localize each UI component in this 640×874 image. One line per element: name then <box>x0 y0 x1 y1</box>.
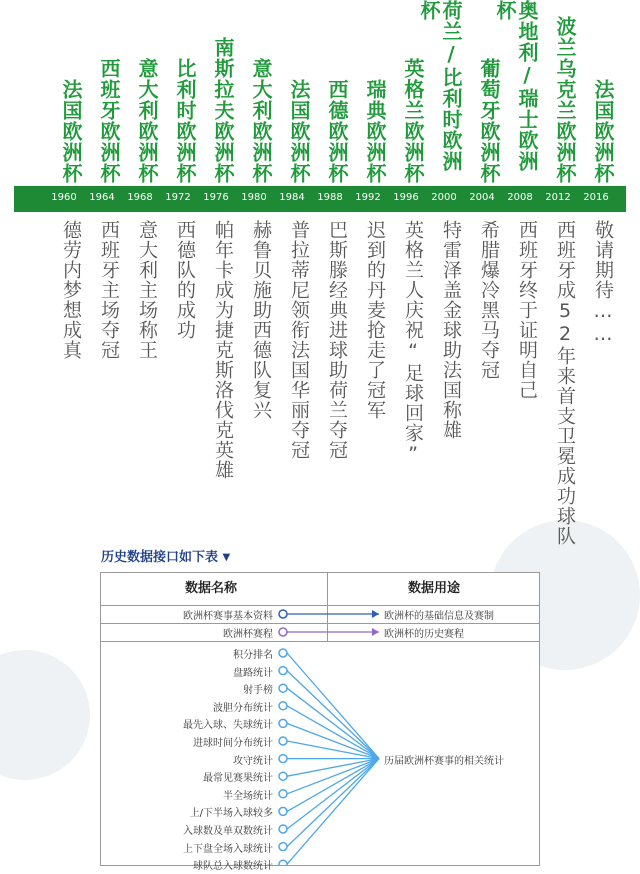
edition-summary: 西班牙成52年来首支卫冕成功球队 <box>554 220 576 546</box>
stat-name-label: 入球数及单双数统计 <box>183 826 273 837</box>
timeline-year: 1980 <box>241 192 267 203</box>
connector-line <box>287 723 379 758</box>
data-use-label: 欧洲杯的基础信息及赛制 <box>384 611 494 622</box>
host-country: 意大利欧洲杯 <box>249 58 273 184</box>
host-country: 法国欧洲杯 <box>591 79 615 184</box>
timeline-year: 1984 <box>279 192 305 203</box>
host-country: 南斯拉夫欧洲杯 <box>211 37 235 184</box>
data-name-label: 欧洲杯赛事基本资料 <box>183 611 273 622</box>
arrow-head <box>372 610 379 618</box>
edition-summary: 西德队的成功 <box>174 220 196 340</box>
stat-name-label: 进球时间分布统计 <box>193 738 273 749</box>
triangle-down-icon: ▼ <box>222 552 231 563</box>
arrow-head <box>372 628 379 636</box>
timeline-year: 2008 <box>507 192 533 203</box>
stat-name-label: 射手榜 <box>243 685 273 697</box>
stat-name-label: 上/下半场入球较多 <box>189 808 273 820</box>
edition-summary: 德劳内梦想成真 <box>60 220 82 360</box>
section-title <box>101 546 230 565</box>
host-country: 奥地利/瑞士欧洲杯 <box>493 0 539 172</box>
interface-table <box>100 572 540 873</box>
host-country: 荷兰/比利时欧洲杯 <box>417 0 463 172</box>
timeline-year: 1976 <box>203 192 229 203</box>
connector-line <box>287 688 379 758</box>
timeline-year: 1964 <box>89 192 115 203</box>
stat-use-label: 历届欧洲杯赛事的相关统计 <box>384 755 504 767</box>
stat-name-label: 攻守统计 <box>233 755 273 767</box>
connector-line <box>287 759 379 794</box>
stat-name-label: 半全场统计 <box>223 790 273 802</box>
connector-node <box>279 684 287 692</box>
connector-node <box>279 860 287 865</box>
connector-line <box>287 759 379 865</box>
timeline-item <box>540 0 576 874</box>
data-use-label: 欧洲杯的历史赛程 <box>384 629 464 640</box>
connector-line <box>287 653 379 759</box>
host-country: 英格兰欧洲杯 <box>401 58 425 184</box>
connector-line <box>287 759 379 829</box>
stat-name-label: 波胆分布统计 <box>213 702 273 714</box>
data-name-label: 欧洲杯赛程 <box>223 629 273 640</box>
host-country: 法国欧洲杯 <box>59 79 83 184</box>
timeline-year: 1968 <box>127 192 153 203</box>
table-header-name: 数据名称 <box>184 581 237 596</box>
connector-node <box>279 772 287 780</box>
connector-node <box>279 790 287 798</box>
connector-node <box>279 755 287 763</box>
host-country: 瑞典欧洲杯 <box>363 79 387 184</box>
timeline-item <box>578 0 614 874</box>
connector-node <box>279 719 287 727</box>
timeline-year: 2016 <box>583 192 609 203</box>
connector-node <box>279 610 287 618</box>
connector-node <box>279 843 287 851</box>
timeline-year: 1960 <box>51 192 77 203</box>
host-country: 意大利欧洲杯 <box>135 58 159 184</box>
host-country: 葡萄牙欧洲杯 <box>477 58 501 184</box>
edition-summary: 西班牙终于证明自己 <box>516 220 538 400</box>
connector-node <box>279 667 287 675</box>
host-country: 比利时欧洲杯 <box>173 58 197 184</box>
host-country: 西班牙欧洲杯 <box>97 58 121 184</box>
connector-node <box>279 628 287 636</box>
connector-node <box>279 825 287 833</box>
timeline-year: 2000 <box>431 192 457 203</box>
stat-name-label: 最常见赛果统计 <box>203 773 273 785</box>
edition-summary: 敬请期待…… <box>592 220 614 346</box>
stat-name-label: 最先入球、失球统计 <box>183 720 273 732</box>
timeline-year: 1996 <box>393 192 419 203</box>
connector-node <box>279 807 287 815</box>
connector-line <box>287 671 379 759</box>
edition-summary: 巴斯滕经典进球助荷兰夺冠 <box>326 220 348 460</box>
edition-summary: 普拉蒂尼领衔法国华丽夺冠 <box>288 220 310 460</box>
edition-summary: 帕年卡成为捷克斯洛伐克英雄 <box>212 220 234 480</box>
section-title-text: 历史数据接口如下表 <box>101 550 219 565</box>
timeline-year: 2004 <box>469 192 495 203</box>
timeline-year: 1972 <box>165 192 191 203</box>
edition-summary: 意大利主场称王 <box>136 220 158 360</box>
stat-name-label: 盘路统计 <box>233 667 273 679</box>
edition-summary: 特雷泽盖金球助法国称雄 <box>440 220 462 440</box>
host-country: 西德欧洲杯 <box>325 79 349 184</box>
stat-name-label: 上下盘全场入球统计 <box>183 843 273 855</box>
connector-node <box>279 737 287 745</box>
timeline-year: 1992 <box>355 192 381 203</box>
table-header-use: 数据用途 <box>407 581 460 596</box>
stat-name-label: 积分排名 <box>233 650 273 661</box>
host-country: 法国欧洲杯 <box>287 79 311 184</box>
connector-line <box>287 759 379 847</box>
edition-summary: 西班牙主场夺冠 <box>98 220 120 360</box>
edition-summary: 迟到的丹麦抢走了冠军 <box>364 220 386 420</box>
edition-summary: 英格兰人庆祝“足球回家” <box>402 220 424 466</box>
timeline-item <box>46 0 82 874</box>
connector-node <box>279 702 287 710</box>
edition-summary: 希腊爆冷黑马夺冠 <box>478 220 500 380</box>
timeline-year: 1988 <box>317 192 343 203</box>
stat-name-label: 球队总入球数统计 <box>193 861 273 873</box>
host-country: 波兰乌克兰欧洲杯 <box>553 16 577 184</box>
timeline-year: 2012 <box>545 192 571 203</box>
connector-node <box>279 649 287 657</box>
edition-summary: 赫鲁贝施助西德队复兴 <box>250 220 272 420</box>
